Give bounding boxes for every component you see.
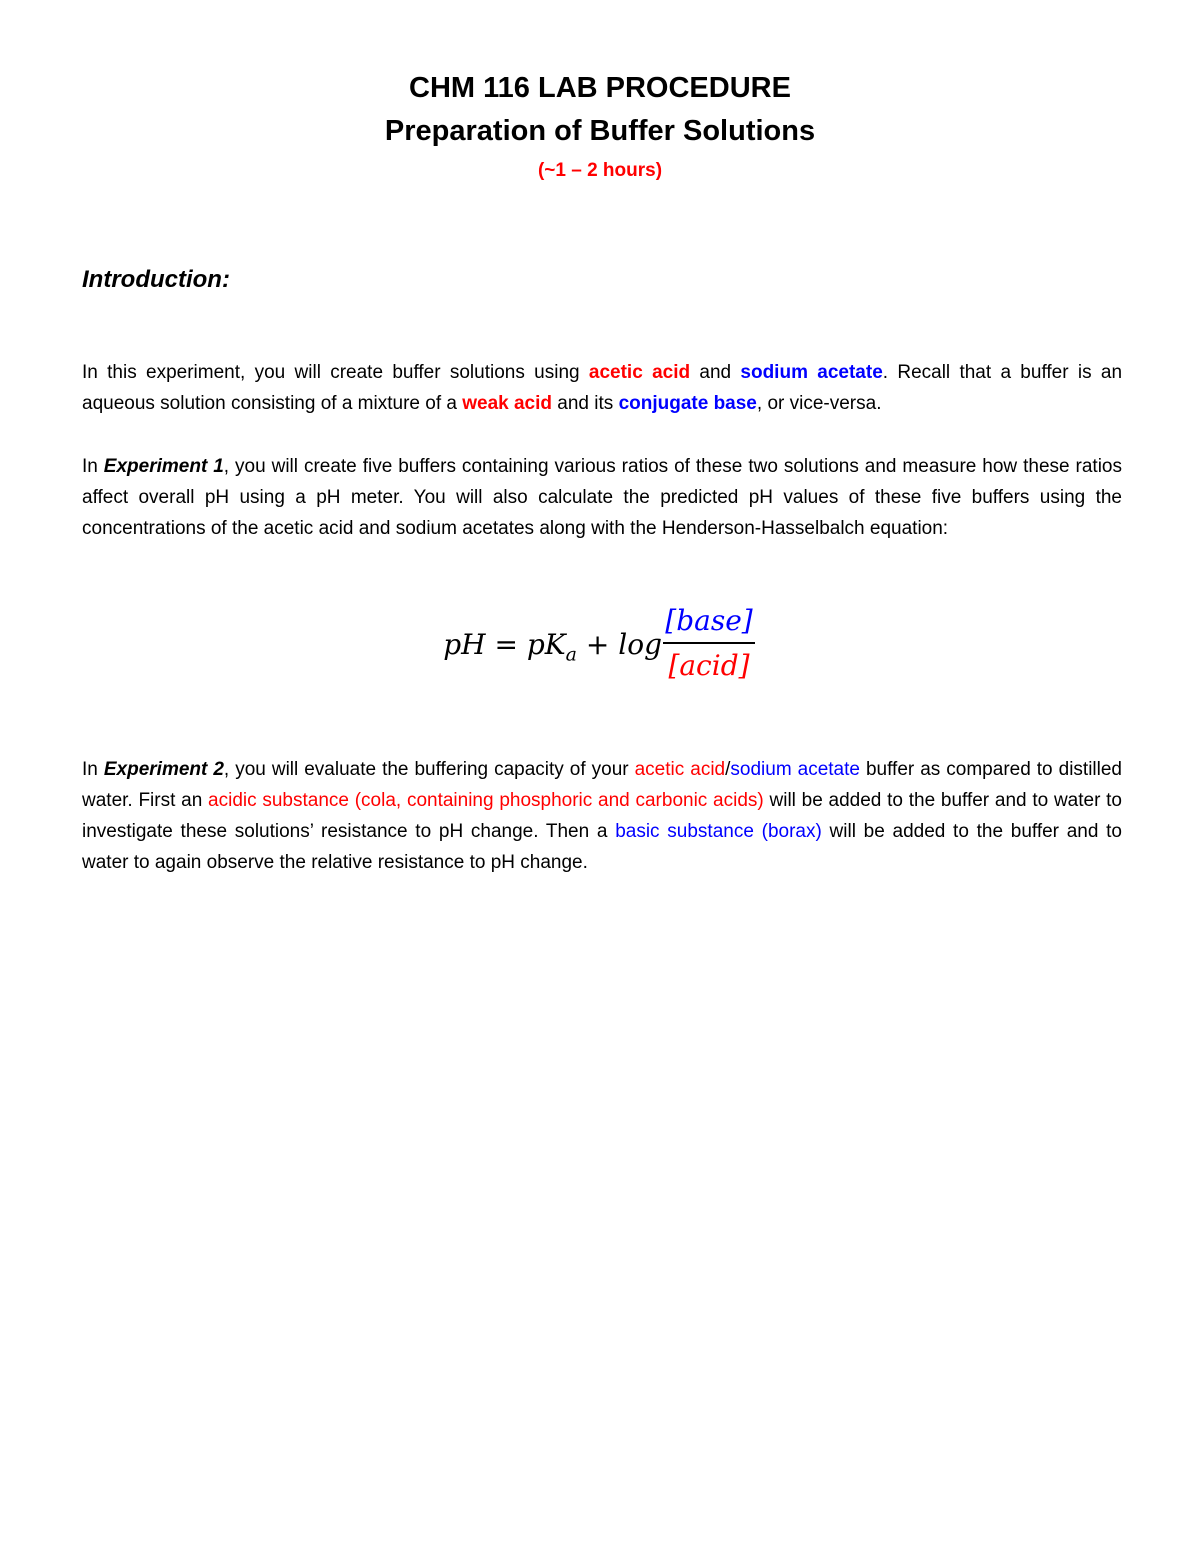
acidic-substance-term: acidic substance (cola, containing phosphoric and carbonic acids) xyxy=(208,790,764,811)
equation-numerator: [base] xyxy=(665,604,753,637)
intro-paragraph-1 xyxy=(82,357,1122,419)
text-run: In this experiment, you will create buffer solutions using xyxy=(82,362,589,383)
text-run: / xyxy=(725,759,731,780)
lab-title: Preparation of Buffer Solutions xyxy=(384,115,816,147)
basic-substance-term: basic substance (borax) xyxy=(615,821,822,842)
weak-acid-term: weak acid xyxy=(462,393,553,414)
equation-text: + log xyxy=(577,628,662,661)
text-run: In xyxy=(82,759,104,780)
henderson-hasselbalch-equation xyxy=(0,600,1200,690)
introduction-heading: Introduction: xyxy=(82,266,230,293)
experiment-2-label: Experiment 2 xyxy=(103,759,224,780)
sodium-acetate-term: sodium acetate xyxy=(740,362,883,383)
equation-subscript: a xyxy=(565,643,577,666)
acetic-acid-term: acetic acid xyxy=(634,759,726,780)
equation-text: pH = pK xyxy=(443,628,566,661)
text-run: In xyxy=(82,456,104,477)
text-run: . Recall that a buffer is an aqueous solution consisting of a mixture of a xyxy=(82,362,1123,414)
sodium-acetate-term: sodium acetate xyxy=(730,759,860,780)
text-run: , you will evaluate the buffering capacity of your xyxy=(223,759,635,780)
intro-paragraph-2 xyxy=(82,451,1122,544)
equation-denominator: [acid] xyxy=(668,649,750,682)
text-run: will be added to the buffer and to water to again observe the relative resistance to pH change. xyxy=(82,821,1122,873)
conjugate-base-term: conjugate base xyxy=(618,393,757,414)
equation-lhs xyxy=(443,628,662,666)
text-run: buffer as compared to distilled water. First an xyxy=(82,759,1122,811)
equation-fraction xyxy=(663,600,755,686)
text-run: , you will create five buffers containing various ratios of these two solutions and measure how these ratios affect overall pH using a pH meter. You will also calculate the predicted pH values of these five buffers using the concentrations of the acetic acid and sodium acetates along with the Henderson-Hasselbalch equation: xyxy=(82,456,1122,539)
experiment-1-label: Experiment 1 xyxy=(103,456,224,477)
text-run: , or vice-versa. xyxy=(756,393,882,414)
text-run: and its xyxy=(552,393,619,414)
duration-note: (~1 – 2 hours) xyxy=(537,160,663,181)
course-title: CHM 116 LAB PROCEDURE xyxy=(409,72,791,104)
text-run: will be added to the buffer and to water to investigate these solutions’ resistance to pH change. Then a xyxy=(82,790,1123,842)
acetic-acid-term: acetic acid xyxy=(588,362,691,383)
intro-paragraph-3 xyxy=(82,754,1122,878)
text-run: and xyxy=(690,362,741,383)
